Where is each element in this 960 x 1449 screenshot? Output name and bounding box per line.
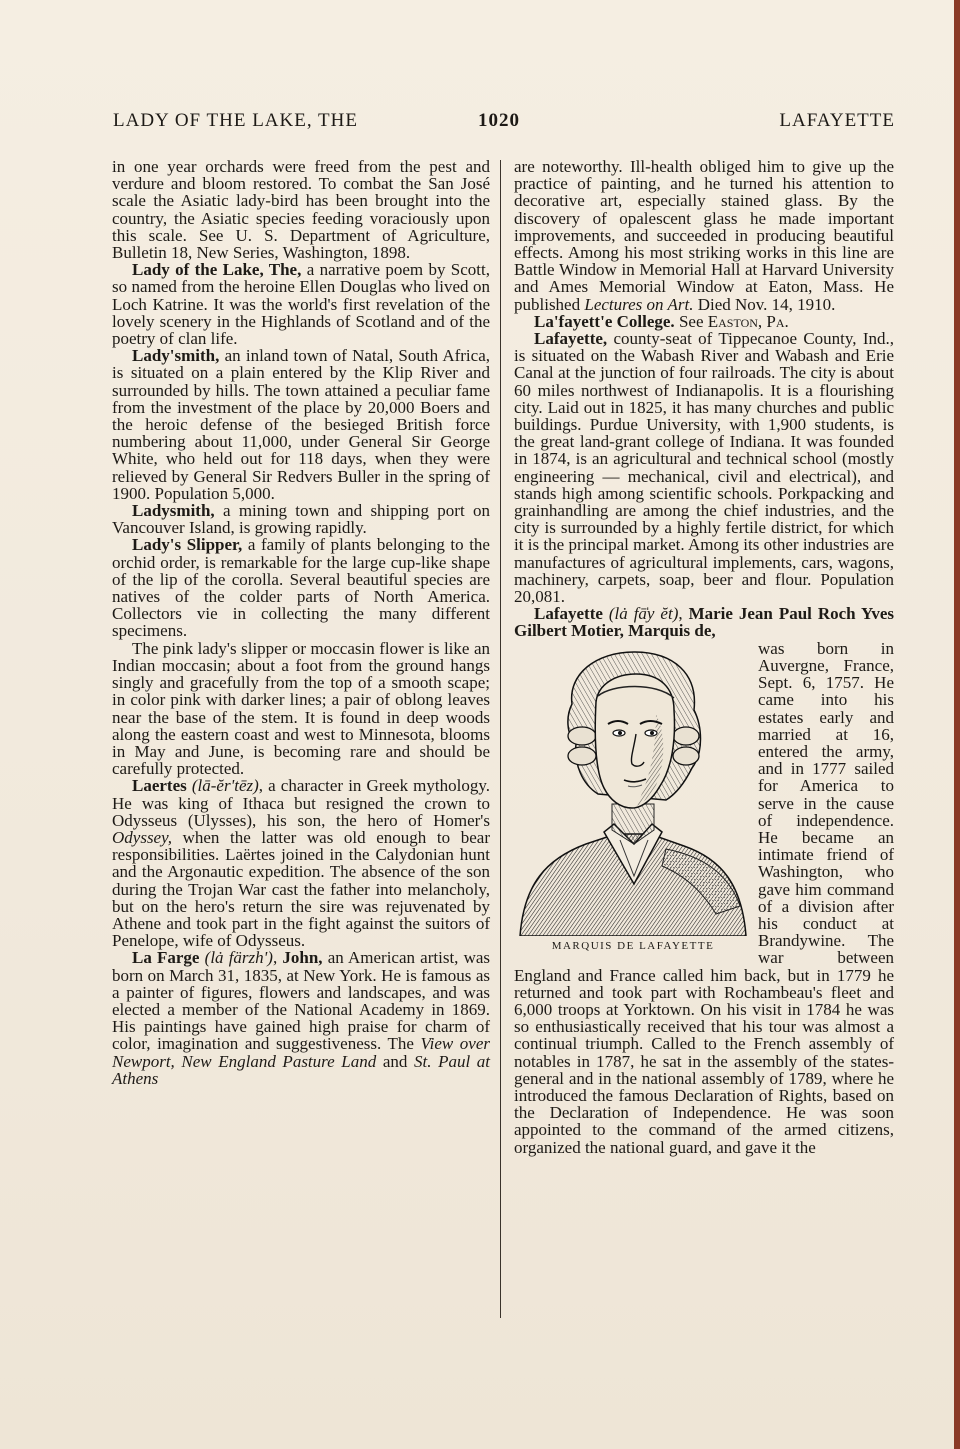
entry-text: Died Nov. 14, 1910. bbox=[693, 294, 836, 314]
entry-ladys-slipper-p2: The pink lady's slipper or moccasin flower is like an Indian moccasin; about a foot from the ground hangs singly and gracefully from the top of a smooth scape; in color pink with darker lines; a pair of oblong leaves near the base of the stem. It is found in deep woods along the eastern coast and west to Minnesota, blooms in May and June, is becoming rare and should be carefully protected. bbox=[112, 638, 490, 779]
entry-ladys-slipper bbox=[112, 536, 490, 639]
headword: Ladysmith, bbox=[132, 501, 215, 521]
headword: La'fayett'e College. bbox=[534, 311, 675, 331]
column-divider bbox=[500, 160, 501, 1318]
entry-la-farge: La Farge (lȧ färzh'), John, an American artist, was born on March 31, 1835, at New York. He is famous as a painter of figures, flowers and landscapes, and was elected a member of the National Academy in 1869. His paintings have gained high praise for charm of color, imagination and suggestiveness. The View over Newport, New England Pasture Land and St. Paul at Athens bbox=[112, 948, 491, 1088]
entry-marquis-de-lafayette: Lafayette (lȧ fā̍y ĕt), Marie Jean Paul Roch Yves Gilbert Motier, Marquis de, bbox=[514, 604, 895, 641]
page-edge bbox=[954, 0, 960, 1449]
entry-laertes bbox=[112, 777, 490, 949]
headword: Lady'smith, bbox=[132, 346, 220, 366]
entry-continuation: in one year orchards were freed from the pest and verdure and bloom restored. To combat the San José scale the Asiatic lady-bird has been brought into the country, the Asiatic species feeding voraciously upon this scale. See U. S. Department of Agriculture, Bulletin 18, New Series, Washington, 1898. bbox=[112, 157, 490, 263]
work-title: Odyssey, bbox=[112, 827, 172, 847]
header-left-guideword: LADY OF THE LAKE, THE bbox=[113, 110, 358, 131]
page-number: 1020 bbox=[478, 110, 520, 131]
entry-continuation bbox=[514, 158, 894, 313]
headword: Lady's Slipper, bbox=[132, 535, 243, 555]
entry-ladysmith-vancouver bbox=[112, 502, 490, 536]
entry-text: , a character in Greek mythology. He was king of Ithaca but resigned the crown to Odysseus (Ulysses), his son, the hero of Homer's bbox=[112, 776, 491, 830]
entry-text: a narrative poem by Scott, so named from the heroine Ellen Douglas who lived on Loch Katrine. It was the world's first revelation of the lovely scenery in the Highlands of Scotland and of the poetry of clan life. bbox=[112, 260, 490, 349]
portrait-engraving bbox=[516, 644, 750, 936]
entry-text: a mining town and shipping port on Vancouver Island, is growing rapidly. bbox=[112, 501, 490, 538]
headword: La Farge bbox=[132, 948, 200, 968]
entry-text: an inland town of Natal, South Africa, is situated on a plain entered by the Klip River and surrounded by hills. The town attained a peculiar fame from the investment of the place by 20,000 Boers and the heroic defense of the besieged British force numbering about 11,000, under General Sir George White, who held out for 118 days, when they were relieved by General Sir Redvers Buller in the spring of 1900. Population 5,000. bbox=[112, 346, 490, 503]
cross-reference: Easton, Pa. bbox=[707, 311, 789, 331]
work-title: View over Newport, New England Pasture Land bbox=[112, 1034, 491, 1071]
entry-text: county-seat of Tippecanoe County, Ind., is situated on the Wabash River and Wabash and Erie Canal at the junction of four railroads. The city is about 60 miles northwest of Indianapolis. It is a flourishing city. Laid out in 1825, it has many churches and public buildings. Purdue University, with 1,900 students, is the great land-grant college of Indiana. It was founded in 1874, is an agricultural and technical school (mostly engineering — mechanical, civil and electrical), and stands high among scientific schools. Porkpacking and grainhandling are among the chief industries, and the city is surrounded by a highly fertile district, for which it is the principal market. Among its other industries are manufactures of agricultural implements, cars, wagons, machinery, carpets, soap, beer and flour. Population 20,081. bbox=[514, 329, 894, 607]
headword: John, bbox=[282, 948, 323, 968]
work-title: Lectures on Art. bbox=[584, 294, 694, 314]
entry-lady-of-the-lake bbox=[112, 261, 490, 347]
entry-lafayette-indiana bbox=[514, 330, 894, 605]
pronunciation: (lā-ĕr'tēz) bbox=[191, 776, 259, 796]
left-column bbox=[112, 158, 490, 1087]
portrait-caption: MARQUIS DE LAFAYETTE bbox=[551, 939, 715, 952]
entry-lafayette-college bbox=[514, 313, 894, 330]
headword: Lafayette, bbox=[534, 329, 608, 349]
entry-text: See bbox=[674, 311, 708, 331]
entry-text: are noteworthy. Ill-health obliged him to give up the practice of painting, and he turned his attention to decorative art, especially stained glass. By the discovery of opalescent glass he made important improvements, and succeeded in producing beautiful effects. Among his most striking works in this line are Battle Window in Memorial Hall at Harvard University and Ames Memorial Window at Eaton, Mass. He published bbox=[514, 157, 894, 314]
pronunciation: (lȧ fā̍y ĕt) bbox=[608, 604, 679, 624]
headword: Marie Jean Paul Roch Yves Gilbert Motier, Marquis de, bbox=[514, 604, 895, 641]
entry-text: an American artist, was born on March 31, 1835, at New York. He is famous as a painter of figures, flowers and landscapes, and was elected a member of the National Academy in 1869. His paintings have gained high praise for charm of color, imagination and suggestiveness. The bbox=[112, 948, 491, 1054]
header-right-guideword: LAFAYETTE bbox=[779, 110, 895, 131]
portrait-figure bbox=[512, 640, 754, 958]
entry-text: a family of plants belonging to the orchid order, is remarkable for the large cup-like shape of the lip of the corolla. Several beautiful species are natives of the colder parts of North America. Collectors vie in collecting the many different specimens. bbox=[112, 535, 490, 641]
running-header bbox=[113, 110, 895, 140]
work-title: St. Paul at Athens bbox=[112, 1051, 490, 1088]
headword: Lafayette bbox=[534, 604, 603, 624]
entry-text: and bbox=[376, 1051, 414, 1071]
headword: Lady of the Lake, The, bbox=[132, 260, 302, 280]
entry-ladysmith-natal bbox=[112, 347, 490, 502]
pronunciation: (lȧ färzh') bbox=[204, 948, 273, 968]
entry-text-marquis: was born in Auvergne, France, Sept. 6, 1757. He came into his estates early and married at 16, entered the army, and in 1777 sailed for America to serve in the cause of independence. He became an intimate friend of Washington, who gave him command of a division after his conduct at Brandywine. The war between England and France called him back, but in 1779 he returned and took part with Rochambeau's fleet and 6,000 troops at Yorktown. On his visit in 1784 he was so enthusiastically received that his tour was almost a continual triumph. Called to the French assembly of notables in 1787, he sat in the assembly of the states-general and in the national assembly of 1789, where he introduced the famous Declaration of Rights, based on the Declaration of Independence. He was soon appointed to the command of the armed citizens, organized the national guard, and gave it the bbox=[514, 638, 894, 1157]
headword: Laertes bbox=[132, 776, 187, 796]
right-column bbox=[514, 158, 894, 1156]
entry-text: when the latter was old enough to bear responsibilities. Laërtes joined in the Calydonian hunt and the Argonautic expedition. The absence of the son during the Trojan War cast the father into melancholy, but on the hero's return the sire was rejuvenated by Athene and took part in the fight against the suitors of Penelope, wife of Odysseus. bbox=[112, 827, 490, 951]
